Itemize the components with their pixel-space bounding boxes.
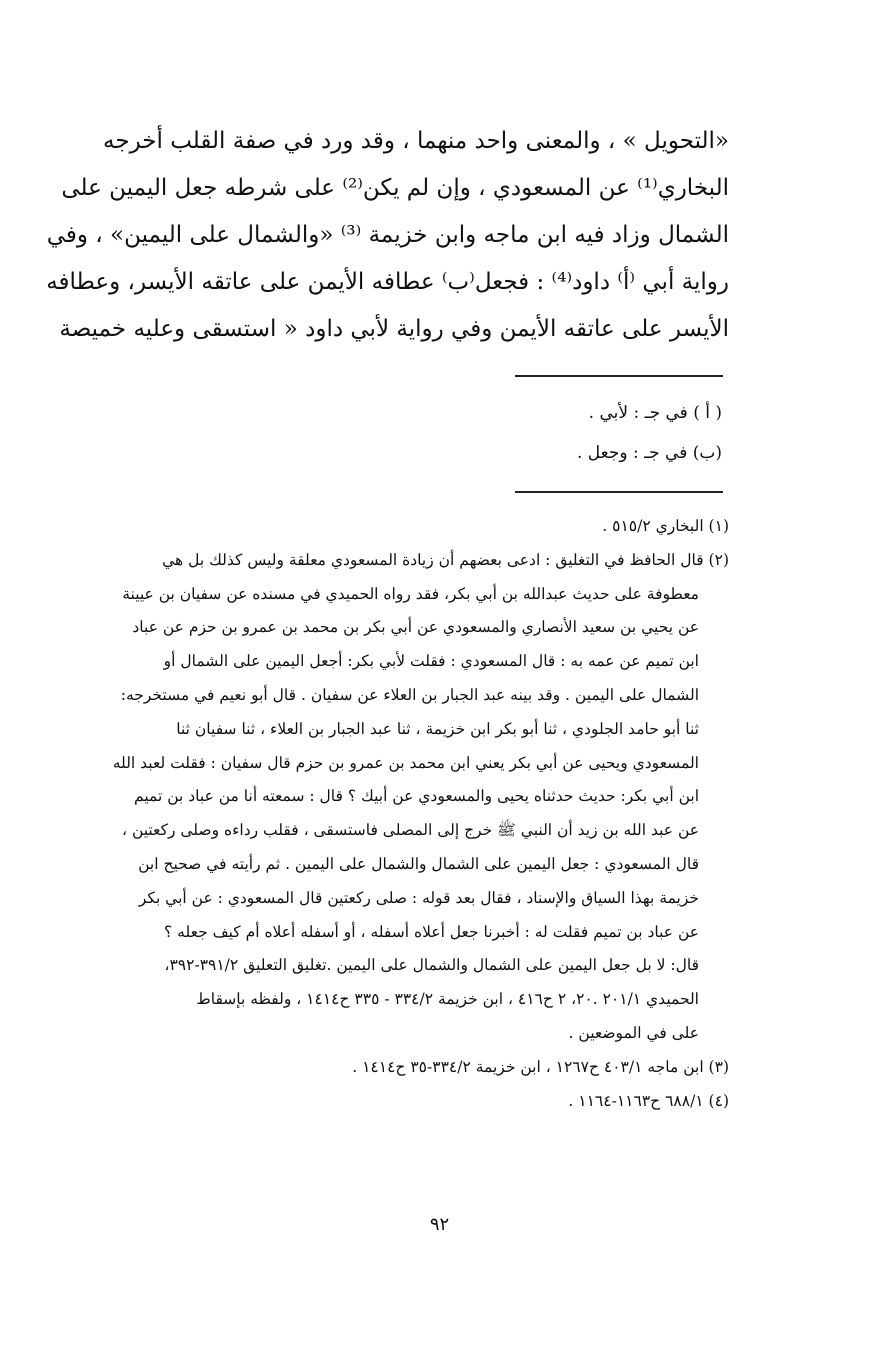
- footnote-line: عن عباد بن تميم فقلت له : أخبرنا جعل أعلاه أسفله ، أو أسفله أعلاه أم كيف جعله ؟: [164, 922, 699, 941]
- footnote-line: عن يحيي بن سعيد الأنصاري والمسعودي عن أبي بكر بن محمد بن عمرو بن حزم عن عباد: [132, 618, 699, 637]
- footnote-line: على في الموضعين .: [568, 1023, 699, 1042]
- variant-note: (ب) في جـ : وجعل .: [577, 443, 722, 463]
- main-text-line: «التحويل » ، والمعنى واحد منهما ، وقد ورد في صفة القلب أخرجه: [103, 128, 729, 154]
- variant-note: ( أ ) في جـ : لأبي .: [588, 403, 722, 423]
- footnote-line: قال المسعودي : جعل اليمين على الشمال والشمال على اليمين . ثم رأيته في صحيح ابن: [138, 854, 699, 873]
- footnote-line: (٤) ٦٨٨/١ ح١١٦٣-١١٦٤ .: [568, 1091, 729, 1110]
- main-text-line: الشمال وزاد فيه ابن ماجه وابن خزيمة ⁽³⁾ «والشمال على اليمين» ، وفي: [46, 222, 729, 248]
- footnote-line: ابن تميم عن عمه به : قال المسعودي : فقلت لأبي بكر: أجعل اليمين على الشمال أو: [163, 652, 699, 671]
- footnotes-block: [49, 510, 729, 1118]
- footnote-line: عن عبد الله بن زيد أن النبي ﷺ خرج إلى المصلى فاستسقى ، فقلب رداءه وصلى ركعتين ،: [122, 821, 699, 840]
- footnote-line: (٢) قال الحافظ في التغليق : ادعى بعضهم أن زيادة المسعودي معلقة وليس كذلك بل هي: [162, 550, 729, 569]
- footnote-line: المسعودي ويحيى عن أبي بكر يعني ابن محمد بن عمرو بن حزم قال سفيان : فقلت لعبد الله: [112, 753, 699, 772]
- footnote-line: معطوفة على حديث عبدالله بن أبي بكر، فقد رواه الحميدي في مسنده عن سفيان بن عيينة: [122, 584, 699, 603]
- footnote-line: الحميدي ٢٠١/١ .٢٠، ٢ ح٤١٦ ، ابن خزيمة ٣٣٤/٢ - ٣٣٥ ح١٤١٤ ، ولفظه بإسقاط: [196, 990, 699, 1009]
- main-text-line: البخاري⁽¹⁾ عن المسعودي ، وإن لم يكن⁽²⁾ على شرطه جعل اليمين على: [61, 175, 729, 201]
- footnote-line: ابن أبي بكر: حديث حدثناه يحيى والمسعودي عن أبيك ؟ قال : سمعته أنا من عباد بن تميم: [134, 787, 699, 806]
- page-number: ٩٢: [429, 1214, 450, 1235]
- main-text-block: [46, 118, 729, 353]
- footnote-line: ثنا أبو حامد الجلودي ، ثنا أبو بكر ابن خزيمة ، ثنا عبد الجبار بن العلاء ، ثنا سفيان ثنا: [176, 719, 699, 738]
- footnote-line: (١) البخاري ٥١٥/٢ .: [602, 517, 729, 535]
- main-text-line: الأيسر على عاتقه الأيمن وفي رواية لأبي داود « استسقى وعليه خميصة: [59, 316, 729, 342]
- variant-notes-list: [202, 393, 722, 473]
- footnote-line: قال: لا بل جعل اليمين على الشمال والشمال على اليمين .تغليق التعليق ٣٩١/٢-٣٩٢،: [164, 956, 699, 975]
- footnote-line: خزيمة بهذا السياق والإسناد ، فقال بعد قوله : صلى ركعتين قال المسعودي : عن أبي بكر: [138, 888, 699, 907]
- footnote-line: الشمال على اليمين . وقد بينه عبد الجبار بن العلاء عن سفيان . قال أبو نعيم في مستخرجه:: [120, 685, 699, 704]
- footnote-divider-bottom: [515, 491, 723, 493]
- footnote-line: (٣) ابن ماجه ٤٠٣/١ ح١٢٦٧ ، ابن خزيمة ٣٣٤/٢-٣٥ ح١٤١٤ .: [352, 1057, 729, 1076]
- footnote-divider-top: [515, 375, 723, 377]
- main-text-line: رواية أبي ⁽أ⁾ داود⁽⁴⁾ : فجعل⁽ب⁾ عطافه الأيمن على عاتقه الأيسر، وعطافه: [46, 269, 729, 295]
